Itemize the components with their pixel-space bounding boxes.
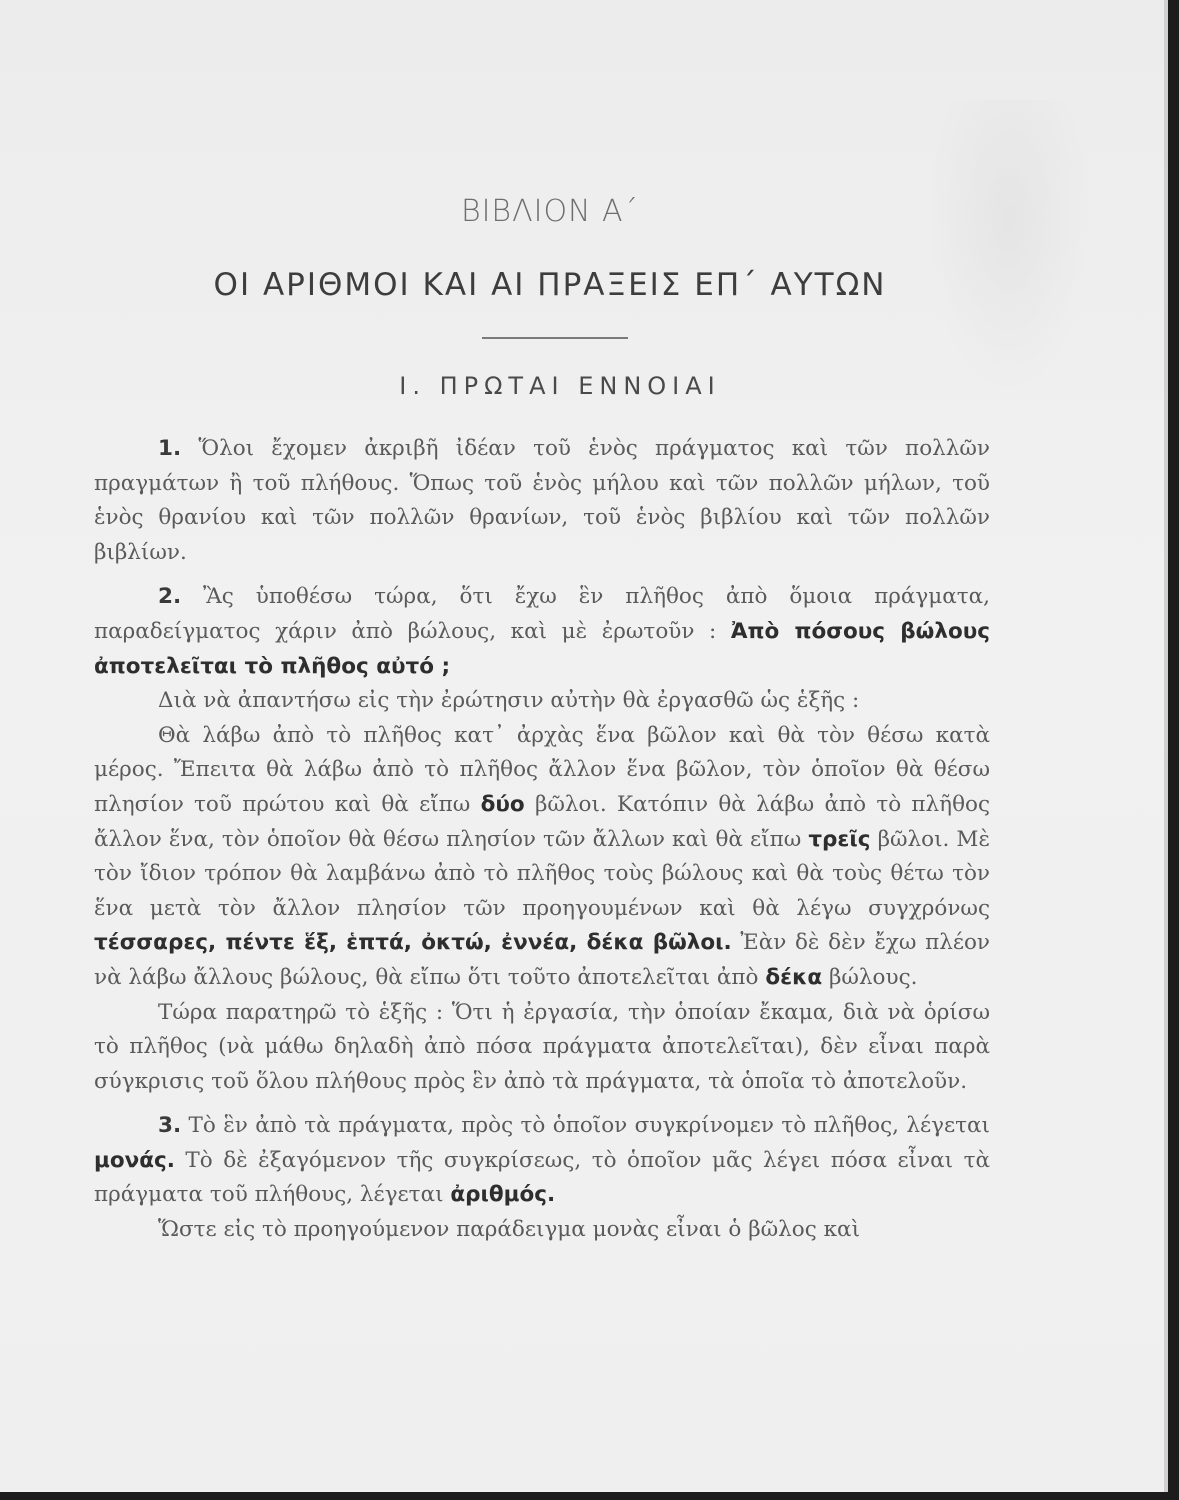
paragraph-text: Τώρα παρατηρῶ τὸ ἑξῆς : Ὅτι ἡ ἐργασία, τὴν ὁποίαν ἔκαμα, διὰ νὰ ὁρίσω τὸ πλῆθος (νὰ μάθω δηλαδὴ ἀπὸ πόσα πράγματα ἀποτελεῖται), δὲν εἶναι παρὰ σύγκρισις τοῦ ὅλου πλήθους πρὸς ἓν ἀπὸ τὰ πράγματα, τὰ ὁποῖα τὸ ἀποτελοῦν.	[94, 999, 990, 1094]
paragraph-6	[94, 1109, 990, 1213]
paragraph-3	[94, 684, 990, 719]
paragraph-number: 3.	[158, 1113, 182, 1139]
chapter-title: Ι. ΠΡΩΤΑΙ ΕΝΝΟΙΑΙ	[399, 372, 721, 400]
part-title: ΟΙ ΑΡΙΘΜΟΙ ΚΑΙ ΑΙ ΠΡΑΞΕΙΣ ΕΠ΄ ΑΥΤΩΝ	[213, 267, 887, 303]
paragraph-7	[94, 1213, 990, 1248]
page-stain	[924, 100, 1094, 400]
paragraph-text: Ὅλοι ἔχομεν ἀκριβῆ ἰδέαν τοῦ ἑνὸς πράγματος καὶ τῶν πολλῶν πραγμάτων ἢ τοῦ πλήθους. Ὅπως τοῦ ἑνὸς μήλου καὶ τῶν πολλῶν μήλων, τοῦ ἑνὸς θρανίου καὶ τῶν πολλῶν θρανίων, τοῦ ἑνὸς βιβλίου καὶ τῶν πολλῶν βιβλίων.	[94, 436, 990, 565]
paragraph-text: Διὰ νὰ ἀπαντήσω εἰς τὴν ἐρώτησιν αὐτὴν θὰ ἐργασθῶ ὡς ἑξῆς :	[158, 688, 860, 714]
emphasis-text: τρεῖς	[808, 826, 871, 852]
emphasis-text: δύο	[480, 791, 525, 817]
paragraph-number: 2.	[158, 584, 182, 610]
paragraph-4	[94, 719, 990, 996]
paragraph-5	[94, 996, 990, 1100]
paragraph-text: βῶλοι. Μὲ τὸν ἴδιον τρόπον θὰ λαμβάνω ἀπὸ τὸ πλῆθος τοὺς βώλους καὶ θὰ τοὺς θέτω τὸν ἕνα μετὰ τὸν ἄλλον πλησίον τῶν προηγουμένων καὶ θὰ λέγω συγχρόνως	[94, 826, 990, 921]
paragraph-2	[94, 580, 990, 684]
book-title: ΒΙΒΛΙΟΝ Α΄	[460, 194, 640, 229]
body-text	[94, 432, 990, 1248]
paragraph-text: βώλους.	[828, 964, 918, 990]
paragraph-1	[94, 432, 990, 570]
paragraph-number: 1.	[158, 436, 182, 461]
emphasis-text: τέσσαρες, πέντε ἕξ, ἑπτά, ὀκτώ, ἐννέα, δέκα βῶλοι.	[94, 930, 732, 956]
emphasis-text: δέκα	[765, 964, 823, 990]
paragraph-text: Ἐὰν δὲ δὲν ἔχω πλέον νὰ λάβω ἄλλους βώλους, θὰ εἴπω ὅτι τοῦτο ἀποτελεῖται ἀπὸ	[94, 930, 991, 990]
term-arithmos: ἀριθμός.	[450, 1182, 556, 1208]
term-monas: μονάς.	[94, 1147, 175, 1173]
question-text: Ἀπὸ πόσους βώλους ἀποτελεῖται τὸ πλῆθος αὐτό ;	[94, 618, 990, 679]
paragraph-text: Ἂς ὑποθέσω τώρα, ὅτι ἔχω ἓν πλῆθος ἀπὸ ὅμοια πράγματα, παραδείγματος χάριν ἀπὸ βώλους, καὶ μὲ ἐρωτοῦν :	[94, 584, 990, 644]
paragraph-text: Ὥστε εἰς τὸ προηγούμενον παράδειγμα μονὰς εἶναι ὁ βῶλος καὶ	[158, 1217, 860, 1243]
divider	[482, 337, 628, 339]
paragraph-text: Τὸ δὲ ἐξαγόμενον τῆς συγκρίσεως, τὸ ὁποῖον μᾶς λέγει πόσα εἶναι τὰ πράγματα τοῦ πλήθους, λέγεται	[94, 1147, 990, 1208]
paragraph-text: Τὸ ἓν ἀπὸ τὰ πράγματα, πρὸς τὸ ὁποῖον συγκρίνομεν τὸ πλῆθος, λέγεται	[188, 1113, 990, 1139]
paragraph-text: Θὰ λάβω ἀπὸ τὸ πλῆθος κατ᾿ ἀρχὰς ἕνα βῶλον καὶ θὰ τὸν θέσω κατὰ μέρος. Ἔπειτα θὰ λάβω ἀπὸ τὸ πλῆθος ἄλλον ἕνα βῶλον, τὸν ὁποῖον θὰ θέσω πλησίον τοῦ πρώτου καὶ θὰ εἴπω	[94, 722, 990, 817]
paragraph-text: βῶλοι. Κατόπιν θὰ λάβω ἀπὸ τὸ πλῆθος ἄλλον ἕνα, τὸν ὁποῖον θὰ θέσω πλησίον τῶν ἄλλων καὶ θὰ εἴπω	[94, 791, 990, 852]
